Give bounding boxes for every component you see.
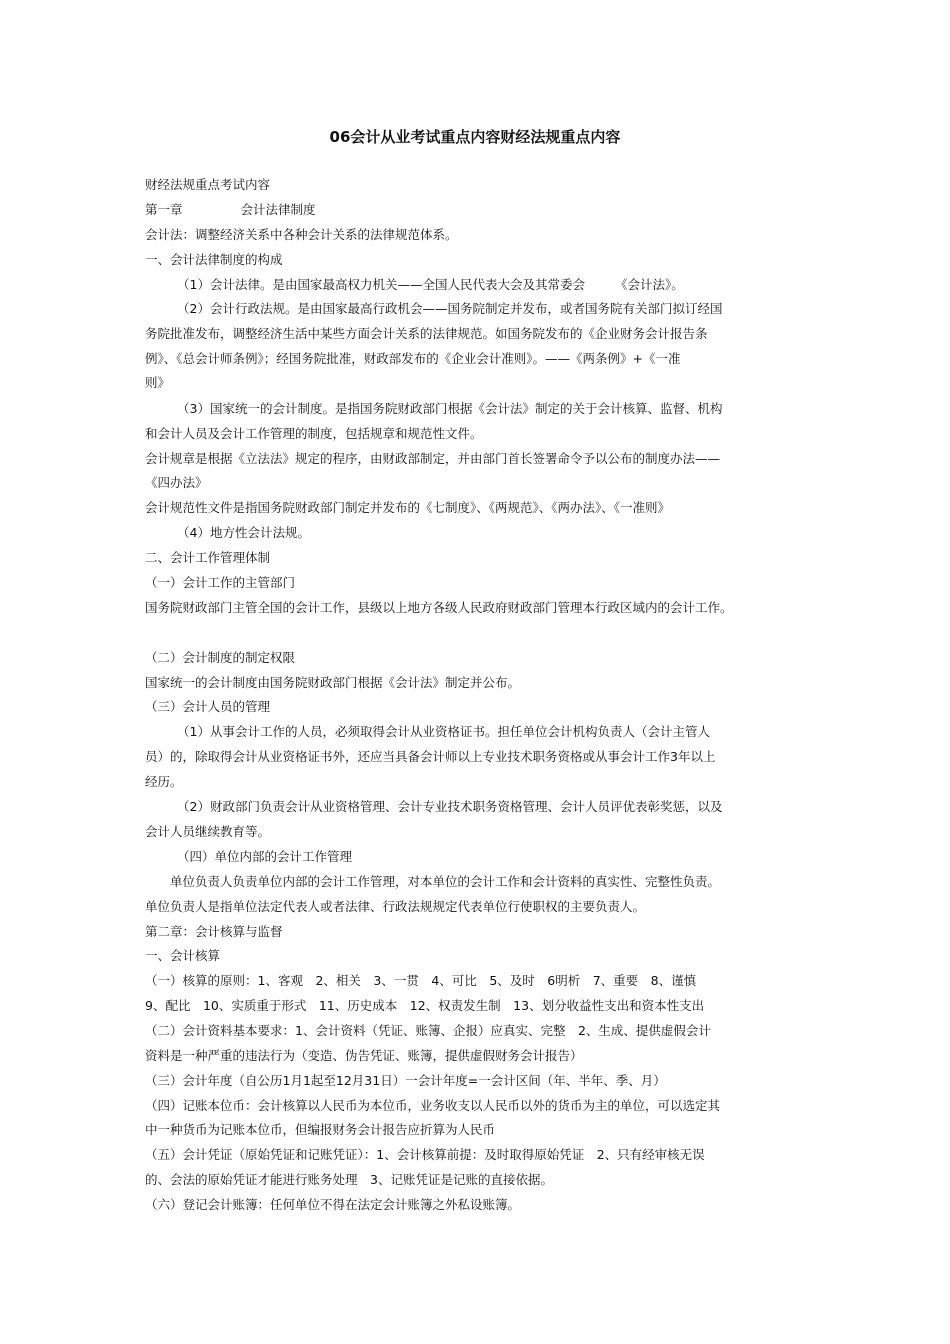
- subsection-heading: （三）会计人员的管理: [145, 699, 271, 714]
- text-line: 员）的，除取得会计从业资格证书外，还应当具备会计师以上专业技术职务资格或从事会计工作3年以上: [145, 749, 716, 764]
- text-line: （三）会计年度（自公历1月1起至12月31日）一会计年度=一会计区间（年、半年、季、月）: [145, 1073, 666, 1088]
- subsection-heading: （一）会计工作的主管部门: [145, 575, 296, 590]
- text-line: （4）地方性会计法规。: [177, 525, 310, 540]
- chapter-title: 会计法律制度: [240, 202, 316, 217]
- chapter-heading: [145, 200, 316, 220]
- text-line: （二）会计资料基本要求：1、会计资料（凭证、账簿、企报）应真实、完整 2、生成、提供虚假会计: [145, 1023, 711, 1038]
- text-line: 例》、《总会计师条例》；经国务院批准，财政部发布的《企业会计准则》。——《两条例》+《一准: [145, 351, 681, 366]
- chapter-heading: 第二章：会计核算与监督: [145, 924, 283, 939]
- text-line: 的、会法的原始凭证才能进行账务处理 3、记账凭证是记账的直接依据。: [145, 1172, 553, 1187]
- text-line: （四）记账本位币：会计核算以人民币为本位币，业务收支以人民币以外的货币为主的单位，可以选定其: [145, 1098, 721, 1113]
- text-line: （五）会计凭证（原始凭证和记账凭证）：1、会计核算前提：及时取得原始凭证 2、只有经审核无误: [145, 1147, 705, 1162]
- section-heading: 二、会计工作管理体制: [145, 550, 271, 565]
- text-line: 和会计人员及会计工作管理的制度，包括规章和规范性文件。: [145, 426, 483, 441]
- section-heading: 一、会计法律制度的构成: [145, 252, 283, 267]
- text-line: 会计规范性文件是指国务院财政部门制定并发布的《七制度》、《两规范》、《两办法》、《一准则》: [145, 500, 671, 515]
- text-line: 会计规章是根据《立法法》规定的程序，由财政部制定，并由部门首长签署命令予以公布的制度办法——: [145, 451, 721, 466]
- document-title: 06会计从业考试重点内容财经法规重点内容: [329, 128, 621, 146]
- text-line: 经历。: [145, 774, 183, 789]
- text-line: 中一种货币为记账本位币，但编报财务会计报告应折算为人民币: [145, 1122, 496, 1137]
- chapter-number: 第一章: [145, 202, 183, 217]
- subsection-heading: （四）单位内部的会计工作管理: [177, 849, 353, 864]
- text-fragment: 《会计法》。: [614, 277, 684, 292]
- subsection-heading: （二）会计制度的制定权限: [145, 650, 296, 665]
- text-line: 财经法规重点考试内容: [145, 177, 271, 192]
- text-line: 单位负责人负责单位内部的会计工作管理，对本单位的会计工作和会计资料的真实性、完整性负责。: [170, 874, 721, 889]
- text-line: （1）从事会计工作的人员，必须取得会计从业资格证书。担任单位会计机构负责人（会计主管人: [177, 724, 710, 739]
- text-line: （3）国家统一的会计制度。是指国务院财政部门根据《会计法》制定的关于会计核算、监督、机构: [177, 401, 723, 416]
- text-line: 《四办法》: [145, 475, 208, 490]
- text-line: 资料是一种严重的违法行为（变造、伪告凭证、账簿，提供虚假财务会计报告）: [145, 1048, 583, 1063]
- text-fragment: （1）会计法律。是由国家最高权力机关——全国人民代表大会及其常委会: [177, 277, 585, 292]
- text-line: 单位负责人是指单位法定代表人或者法律、行政法规规定代表单位行使职权的主要负责人。: [145, 899, 646, 914]
- text-line: 务院批准发布，调整经济生活中某些方面会计关系的法律规范。如国务院发布的《企业财务会计报告条: [145, 326, 708, 341]
- text-line: 会计法：调整经济关系中各种会计关系的法律规范体系。: [145, 227, 458, 242]
- text-line: （2）财政部门负责会计从业资格管理、会计专业技术职务资格管理、会计人员评优表彰奖惩，以及: [177, 799, 723, 814]
- text-line: [177, 275, 684, 295]
- section-heading: 一、会计核算: [145, 948, 221, 963]
- text-line: 国务院财政部门主管全国的会计工作，县级以上地方各级人民政府财政部门管理本行政区域内的会计工作。: [145, 600, 733, 615]
- text-line: 会计人员继续教育等。: [145, 824, 271, 839]
- text-line: 9、配比 10、实质重于形式 11、历史成本 12、权责发生制 13、划分收益性支出和资本性支出: [145, 998, 705, 1013]
- text-line: （2）会计行政法规。是由国家最高行政机会——国务院制定并发布，或者国务院有关部门拟订经国: [177, 301, 723, 316]
- text-line: 则》: [145, 375, 171, 390]
- text-line: 国家统一的会计制度由国务院财政部门根据《会计法》制定并公布。: [145, 675, 521, 690]
- text-line: （一）核算的原则：1、客观 2、相关 3、一贯 4、可比 5、及时 6明析 7、重要 8、谨慎: [145, 973, 697, 988]
- text-line: （六）登记会计账簿：任何单位不得在法定会计账簿之外私设账簿。: [145, 1197, 521, 1212]
